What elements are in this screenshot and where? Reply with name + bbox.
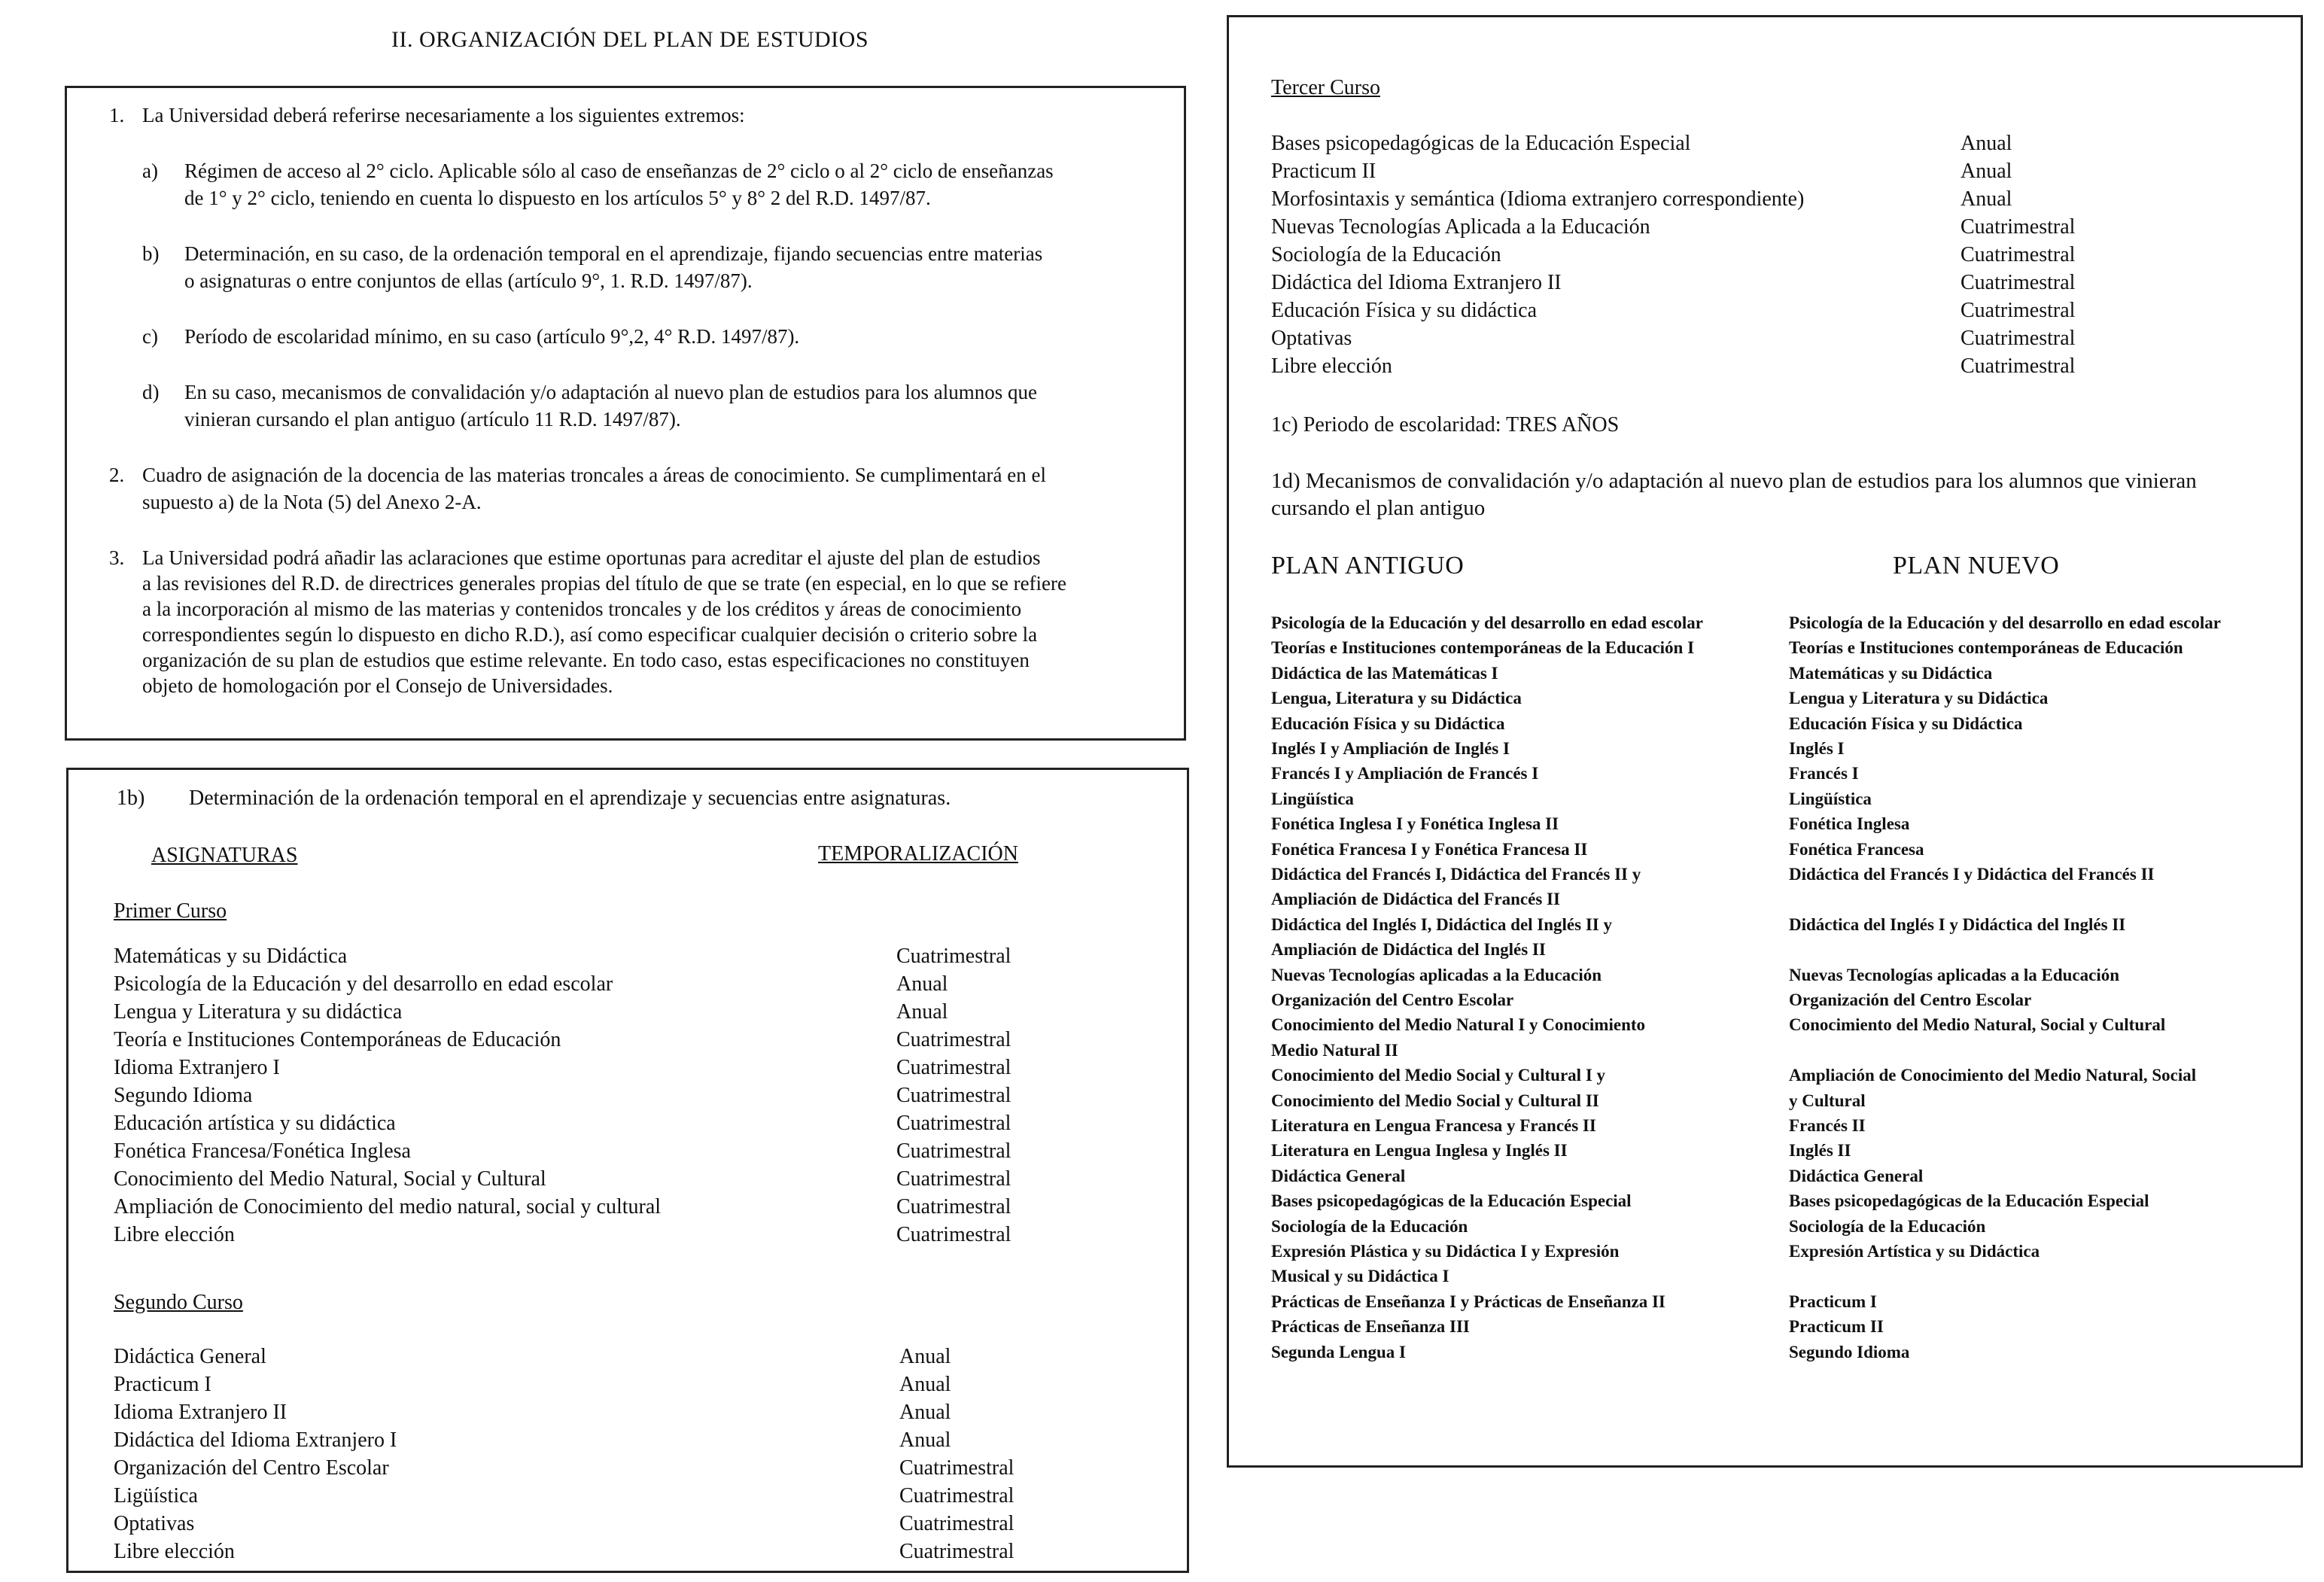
subject-name: Ampliación de Conocimiento del medio natural, social y cultural — [114, 1195, 662, 1218]
plan-entry: Conocimiento del Medio Natural, Social y Cultural — [1789, 1015, 2166, 1035]
plan-entry: Francés II — [1789, 1116, 1866, 1135]
subject-time: Anual — [896, 1000, 948, 1024]
mechanisms-text: cursando el plan antiguo — [1271, 496, 1486, 520]
subject-name: Educación artística y su didáctica — [114, 1112, 396, 1135]
temporal-box — [66, 768, 1189, 1573]
item-text: En su caso, mecanismos de convalidación y/o adaptación al nuevo plan de estudios para los alumnos que — [184, 381, 1037, 403]
plan-entry: Lengua, Literatura y su Didáctica — [1271, 689, 1522, 708]
period-text: 1c) Periodo de escolaridad: TRES AÑOS — [1271, 413, 1620, 437]
requirements-box — [65, 86, 1186, 741]
subject-name: Fonética Francesa/Fonética Inglesa — [114, 1139, 411, 1163]
plan-entry: Didáctica del Francés I y Didáctica del Francés II — [1789, 865, 2155, 884]
item-text: correspondientes según lo dispuesto en dicho R.D.), así como especificar cualquier decisión o criterio sobre la — [142, 623, 1038, 646]
subject-time: Cuatrimestral — [899, 1456, 1014, 1480]
plan-entry: Conocimiento del Medio Social y Cultural II — [1271, 1091, 1599, 1110]
plan-entry: Ampliación de Conocimiento del Medio Natural, Social — [1789, 1066, 2197, 1085]
subject-name: Matemáticas y su Didáctica — [114, 945, 348, 968]
plan-entry: Psicología de la Educación y del desarrollo en edad escolar — [1271, 613, 1703, 632]
item-text: Período de escolaridad mínimo, en su caso (artículo 9°,2, 4° R.D. 1497/87). — [184, 325, 800, 348]
subject-name: Morfosintaxis y semántica (Idioma extranjero correspondiente) — [1271, 187, 1805, 211]
subject-name: Educación Física y su didáctica — [1271, 299, 1537, 322]
subject-name: Libre elección — [114, 1223, 235, 1246]
plan-entry: Conocimiento del Medio Natural I y Conocimiento — [1271, 1015, 1646, 1035]
plan-entry: Organización del Centro Escolar — [1271, 990, 1514, 1009]
plan-entry: Didáctica General — [1271, 1166, 1406, 1185]
subject-name: Optativas — [114, 1512, 195, 1535]
plan-entry: Practicum II — [1789, 1317, 1884, 1337]
item-number: 2. — [109, 464, 125, 486]
item-text: de 1° y 2° ciclo, teniendo en cuenta lo dispuesto en los artículos 5° y 8° 2 del R.D. 1497/87. — [184, 187, 931, 209]
subject-name: Segundo Idioma — [114, 1084, 253, 1107]
section-label: 1b) — [117, 786, 145, 810]
plan-entry: Francés I — [1789, 764, 1859, 783]
plan-entry: Expresión Plástica y su Didáctica I y Expresión — [1271, 1242, 1620, 1261]
subject-time: Cuatrimestral — [1960, 243, 2076, 266]
plan-entry: Prácticas de Enseñanza III — [1271, 1317, 1470, 1337]
plan-entry: Teorías e Instituciones contemporáneas de la Educación I — [1271, 638, 1695, 658]
course-title: Primer Curso — [114, 899, 227, 923]
plan-entry: Literatura en Lengua Francesa y Francés II — [1271, 1116, 1596, 1135]
subject-time: Cuatrimestral — [896, 1223, 1011, 1246]
plan-entry: Inglés I y Ampliación de Inglés I — [1271, 739, 1510, 758]
subject-time: Cuatrimestral — [896, 1167, 1011, 1191]
subject-time: Anual — [1960, 187, 2012, 211]
item-text: supuesto a) de la Nota (5) del Anexo 2-A. — [142, 491, 482, 513]
item-text: La Universidad deberá referirse necesariamente a los siguientes extremos: — [142, 104, 745, 126]
plan-entry: Expresión Artística y su Didáctica — [1789, 1242, 2040, 1261]
plan-entry: Sociología de la Educación — [1789, 1216, 1986, 1236]
plan-entry: Educación Física y su Didáctica — [1789, 713, 2023, 733]
subject-time: Anual — [899, 1373, 951, 1396]
subject-name: Bases psicopedagógicas de la Educación Especial — [1271, 132, 1691, 155]
subject-name: Didáctica del Idioma Extranjero II — [1271, 271, 1562, 294]
plan-entry: Musical y su Didáctica I — [1271, 1267, 1449, 1286]
plan-entry: Didáctica del Inglés I y Didáctica del Inglés II — [1789, 914, 2126, 934]
right-box — [1227, 15, 2303, 1468]
course-title: Tercer Curso — [1271, 76, 1380, 99]
plan-entry: Didáctica General — [1789, 1166, 1924, 1185]
new-plan-title: PLAN NUEVO — [1893, 552, 2060, 580]
plan-entry: Inglés II — [1789, 1141, 1851, 1161]
item-text: La Universidad podrá añadir las aclaraciones que estime oportunas para acreditar el ajuste del plan de estudios — [142, 546, 1041, 569]
item-text: a la incorporación al mismo de las materias y contenidos troncales y de los créditos y áreas de conocimiento — [142, 598, 1022, 620]
plan-entry: Lingüística — [1789, 789, 1872, 808]
plan-entry: Fonética Francesa — [1789, 839, 1924, 859]
plan-entry: Educación Física y su Didáctica — [1271, 713, 1505, 733]
plan-entry: Lengua y Literatura y su Didáctica — [1789, 689, 2049, 708]
plan-entry: Prácticas de Enseñanza I y Prácticas de Enseñanza II — [1271, 1291, 1665, 1311]
plan-entry: Francés I y Ampliación de Francés I — [1271, 764, 1539, 783]
plan-entry: y Cultural — [1789, 1091, 1866, 1110]
subject-time: Anual — [899, 1401, 951, 1424]
subject-name: Lengua y Literatura y su didáctica — [114, 1000, 403, 1024]
subject-time: Cuatrimestral — [896, 1028, 1011, 1051]
subject-name: Conocimiento del Medio Natural, Social y Cultural — [114, 1167, 546, 1191]
item-label: d) — [142, 381, 160, 403]
subject-time: Anual — [899, 1345, 951, 1368]
plan-entry: Ampliación de Didáctica del Inglés II — [1271, 940, 1546, 960]
subject-name: Practicum II — [1271, 160, 1376, 183]
subject-time: Anual — [1960, 160, 2012, 183]
plan-entry: Ampliación de Didáctica del Francés II — [1271, 890, 1560, 909]
plan-entry: Bases psicopedagógicas de la Educación Especial — [1789, 1191, 2149, 1211]
subject-name: Idioma Extranjero I — [114, 1056, 280, 1079]
plan-entry: Medio Natural II — [1271, 1040, 1398, 1060]
subject-name: Teoría e Instituciones Contemporáneas de Educación — [114, 1028, 561, 1051]
subject-time: Cuatrimestral — [1960, 299, 2076, 322]
item-text: objeto de homologación por el Consejo de Universidades. — [142, 674, 613, 697]
plan-entry: Didáctica del Inglés I, Didáctica del Inglés II y — [1271, 914, 1612, 934]
item-label: b) — [142, 242, 160, 265]
subject-time: Cuatrimestral — [1960, 354, 2076, 378]
subject-name: Idioma Extranjero II — [114, 1401, 287, 1424]
subject-time: Cuatrimestral — [899, 1512, 1014, 1535]
subject-time: Anual — [1960, 132, 2012, 155]
subject-time: Cuatrimestral — [1960, 327, 2076, 350]
plan-entry: Fonética Inglesa I y Fonética Inglesa II — [1271, 814, 1559, 834]
subject-time: Cuatrimestral — [896, 945, 1011, 968]
subject-time: Cuatrimestral — [896, 1139, 1011, 1163]
subject-name: Libre elección — [114, 1540, 235, 1563]
plan-entry: Fonética Inglesa — [1789, 814, 1910, 834]
plan-entry: Practicum I — [1789, 1291, 1877, 1311]
plan-entry: Matemáticas y su Didáctica — [1789, 663, 1993, 683]
plan-entry: Literatura en Lengua Inglesa y Inglés II — [1271, 1141, 1568, 1161]
item-text: vinieran cursando el plan antiguo (artículo 11 R.D. 1497/87). — [184, 408, 681, 430]
column-header-subjects: ASIGNATURAS — [151, 844, 298, 867]
subject-time: Anual — [899, 1428, 951, 1452]
course-title: Segundo Curso — [114, 1291, 243, 1314]
plan-entry: Didáctica del Francés I, Didáctica del Francés II y — [1271, 865, 1641, 884]
subject-name: Sociología de la Educación — [1271, 243, 1501, 266]
item-label: c) — [142, 325, 158, 348]
plan-entry: Bases psicopedagógicas de la Educación Especial — [1271, 1191, 1632, 1211]
subject-time: Cuatrimestral — [896, 1056, 1011, 1079]
plan-entry: Organización del Centro Escolar — [1789, 990, 2032, 1009]
plan-entry: Lingüística — [1271, 789, 1354, 808]
subject-time: Cuatrimestral — [896, 1112, 1011, 1135]
column-header-time: TEMPORALIZACIÓN — [818, 842, 1018, 866]
section-heading: Determinación de la ordenación temporal en el aprendizaje y secuencias entre asignaturas. — [189, 786, 951, 810]
subject-time: Cuatrimestral — [899, 1540, 1014, 1563]
item-text: a las revisiones del R.D. de directrices generales propias del título de que se trate (en especial, en lo que se refiere — [142, 572, 1066, 595]
page-title: II. ORGANIZACIÓN DEL PLAN DE ESTUDIOS — [391, 27, 868, 52]
subject-name: Psicología de la Educación y del desarrollo en edad escolar — [114, 972, 613, 996]
subject-name: Optativas — [1271, 327, 1352, 350]
plan-entry: Sociología de la Educación — [1271, 1216, 1468, 1236]
plan-entry: Nuevas Tecnologías aplicadas a la Educación — [1271, 965, 1602, 984]
subject-time: Cuatrimestral — [899, 1484, 1014, 1507]
old-plan-title: PLAN ANTIGUO — [1271, 552, 1465, 580]
item-text: Determinación, en su caso, de la ordenación temporal en el aprendizaje, fijando secuencias entre materias — [184, 242, 1043, 265]
item-number: 1. — [109, 104, 125, 126]
subject-name: Libre elección — [1271, 354, 1392, 378]
item-text: organización de su plan de estudios que estime relevante. En todo caso, estas especificaciones no constituyen — [142, 649, 1030, 671]
plan-entry: Didáctica de las Matemáticas I — [1271, 663, 1498, 683]
plan-entry: Fonética Francesa I y Fonética Francesa II — [1271, 839, 1588, 859]
plan-entry: Segunda Lengua I — [1271, 1342, 1406, 1361]
item-text: o asignaturas o entre conjuntos de ellas (artículo 9°, 1. R.D. 1497/87). — [184, 269, 753, 292]
subject-name: Ligüística — [114, 1484, 198, 1507]
plan-entry: Segundo Idioma — [1789, 1342, 1910, 1361]
item-text: Cuadro de asignación de la docencia de las materias troncales a áreas de conocimiento. Se cumplimentará en el — [142, 464, 1046, 486]
plan-entry: Inglés I — [1789, 739, 1845, 758]
subject-time: Cuatrimestral — [896, 1084, 1011, 1107]
subject-time: Anual — [896, 972, 948, 996]
plan-entry: Teorías e Instituciones contemporáneas de Educación — [1789, 638, 2183, 658]
subject-name: Nuevas Tecnologías Aplicada a la Educación — [1271, 215, 1650, 239]
item-label: a) — [142, 160, 158, 182]
plan-entry: Conocimiento del Medio Social y Cultural I y — [1271, 1066, 1606, 1085]
subject-name: Practicum I — [114, 1373, 211, 1396]
plan-entry: Nuevas Tecnologías aplicadas a la Educación — [1789, 965, 2119, 984]
subject-time: Cuatrimestral — [1960, 215, 2076, 239]
subject-time: Cuatrimestral — [1960, 271, 2076, 294]
plan-entry: Psicología de la Educación y del desarrollo en edad escolar — [1789, 613, 2221, 632]
subject-name: Didáctica del Idioma Extranjero I — [114, 1428, 397, 1452]
item-number: 3. — [109, 546, 125, 569]
item-text: Régimen de acceso al 2° ciclo. Aplicable sólo al caso de enseñanzas de 2° ciclo o al 2° ciclo de enseñanzas — [184, 160, 1054, 182]
subject-time: Cuatrimestral — [896, 1195, 1011, 1218]
subject-name: Organización del Centro Escolar — [114, 1456, 389, 1480]
mechanisms-text: 1d) Mecanismos de convalidación y/o adaptación al nuevo plan de estudios para los alumnos que vinieran — [1271, 469, 2197, 493]
subject-name: Didáctica General — [114, 1345, 266, 1368]
